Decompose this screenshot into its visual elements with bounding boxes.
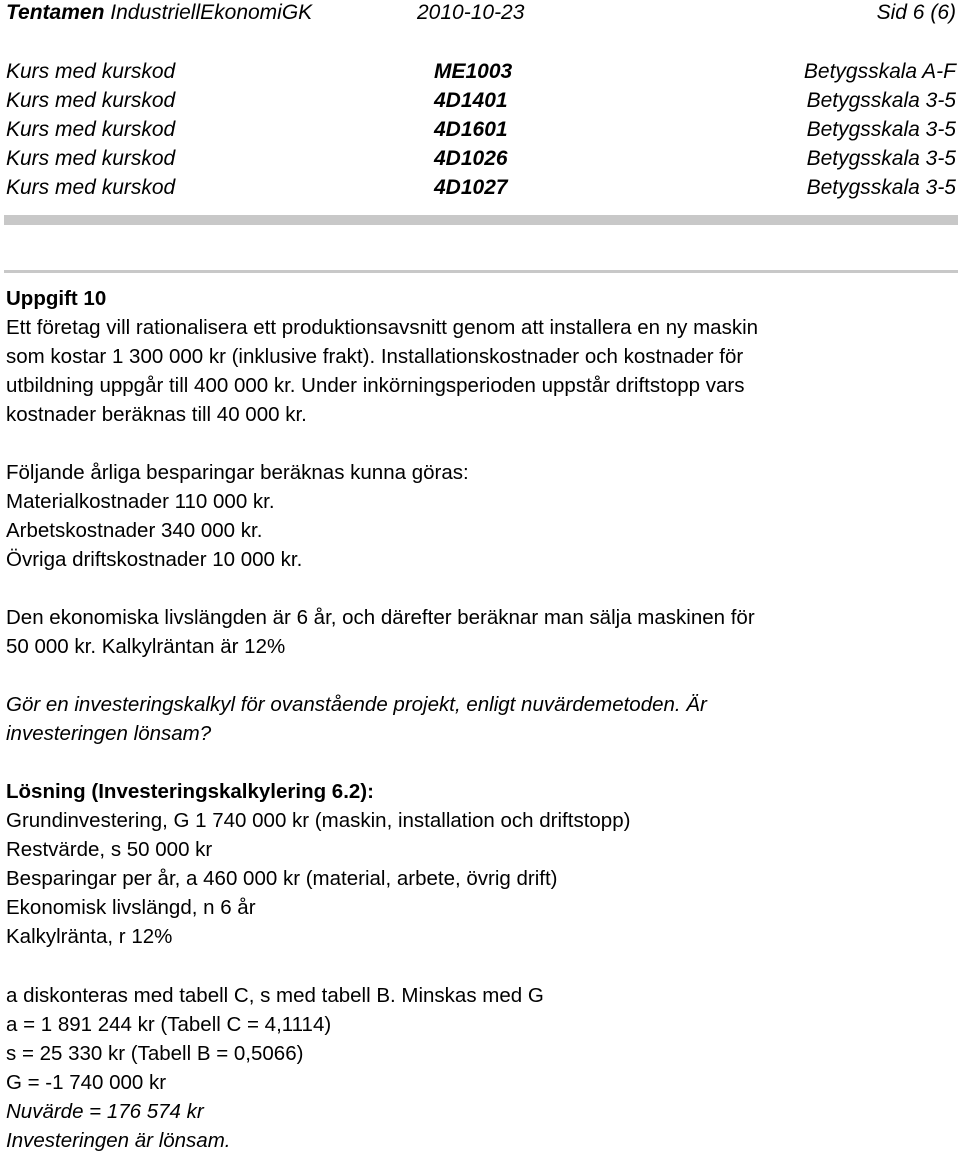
given-line: Besparingar per år, a 460 000 kr (material, arbete, övrig drift) — [6, 867, 558, 890]
given-line: Ekonomisk livslängd, n 6 år — [6, 896, 256, 919]
course-code: 4D1026 — [434, 147, 508, 170]
grading-scale: Betygsskala A-F — [803, 60, 956, 83]
savings-line: Följande årliga besparingar beräknas kunna göras: — [6, 461, 469, 484]
course-label: Kurs med kurskod — [6, 89, 176, 112]
solution-title: Lösning (Investeringskalkylering 6.2): — [6, 780, 374, 803]
calc-line: G = -1 740 000 kr — [6, 1071, 167, 1094]
course-row — [6, 86, 956, 115]
course-label: Kurs med kurskod — [6, 60, 176, 83]
course-label: Kurs med kurskod — [6, 118, 176, 141]
task-title: Uppgift 10 — [6, 287, 107, 310]
course-code: ME1003 — [434, 60, 513, 83]
course-code: 4D1027 — [434, 176, 508, 199]
question-section — [6, 690, 956, 748]
savings-line: Övriga driftskostnader 10 000 kr. — [6, 548, 303, 571]
section-divider-thin — [4, 270, 958, 273]
task-intro-line: Ett företag vill rationalisera ett produktionsavsnitt genom att installera en ny maskin — [6, 316, 759, 339]
course-list — [6, 57, 956, 202]
savings-section — [6, 458, 956, 574]
course-row — [6, 57, 956, 86]
course-row — [6, 115, 956, 144]
page-header — [6, 0, 956, 28]
grading-scale: Betygsskala 3-5 — [806, 176, 956, 199]
task-intro-line: kostnader beräknas till 40 000 kr. — [6, 403, 307, 426]
question-line: Gör en investeringskalkyl för ovanstående projekt, enligt nuvärdemetoden. Är — [6, 693, 707, 716]
calc-line: a = 1 891 244 kr (Tabell C = 4,1114) — [6, 1013, 332, 1036]
calc-line: s = 25 330 kr (Tabell B = 0,5066) — [6, 1042, 304, 1065]
given-line: Kalkylränta, r 12% — [6, 925, 173, 948]
life-line: Den ekonomiska livslängden är 6 år, och därefter beräknar man sälja maskinen för — [6, 606, 755, 629]
course-row — [6, 173, 956, 202]
grading-scale: Betygsskala 3-5 — [806, 89, 956, 112]
conclusion: Investeringen är lönsam. — [6, 1129, 231, 1152]
calc-line: a diskonteras med tabell C, s med tabell B. Minskas med G — [6, 984, 544, 1007]
course-label: Kurs med kurskod — [6, 176, 176, 199]
course-row — [6, 144, 956, 173]
section-divider — [4, 215, 958, 225]
page-number: Sid 6 (6) — [876, 1, 956, 24]
given-line: Restvärde, s 50 000 kr — [6, 838, 213, 861]
task-intro-line: som kostar 1 300 000 kr (inklusive frakt). Installationskostnader och kostnader för — [6, 345, 744, 368]
calculation-section — [6, 981, 956, 1155]
given-line: Grundinvestering, G 1 740 000 kr (maskin, installation och driftstopp) — [6, 809, 631, 832]
task-section — [6, 284, 956, 429]
life-line: 50 000 kr. Kalkylräntan är 12% — [6, 635, 286, 658]
exam-label: Tentamen — [6, 1, 105, 24]
course-code: 4D1401 — [434, 89, 508, 112]
net-present-value: Nuvärde = 176 574 kr — [6, 1100, 204, 1123]
grading-scale: Betygsskala 3-5 — [806, 147, 956, 170]
course-label: Kurs med kurskod — [6, 147, 176, 170]
question-line: investeringen lönsam? — [6, 722, 212, 745]
savings-line: Arbetskostnader 340 000 kr. — [6, 519, 263, 542]
task-intro-line: utbildning uppgår till 400 000 kr. Under inkörningsperioden uppstår driftstopp vars — [6, 374, 745, 397]
exam-date: 2010-10-23 — [417, 1, 525, 24]
solution-section — [6, 777, 956, 951]
course-title: IndustriellEkonomiGK — [110, 1, 313, 24]
savings-line: Materialkostnader 110 000 kr. — [6, 490, 275, 513]
grading-scale: Betygsskala 3-5 — [806, 118, 956, 141]
life-section — [6, 603, 956, 661]
course-code: 4D1601 — [434, 118, 508, 141]
